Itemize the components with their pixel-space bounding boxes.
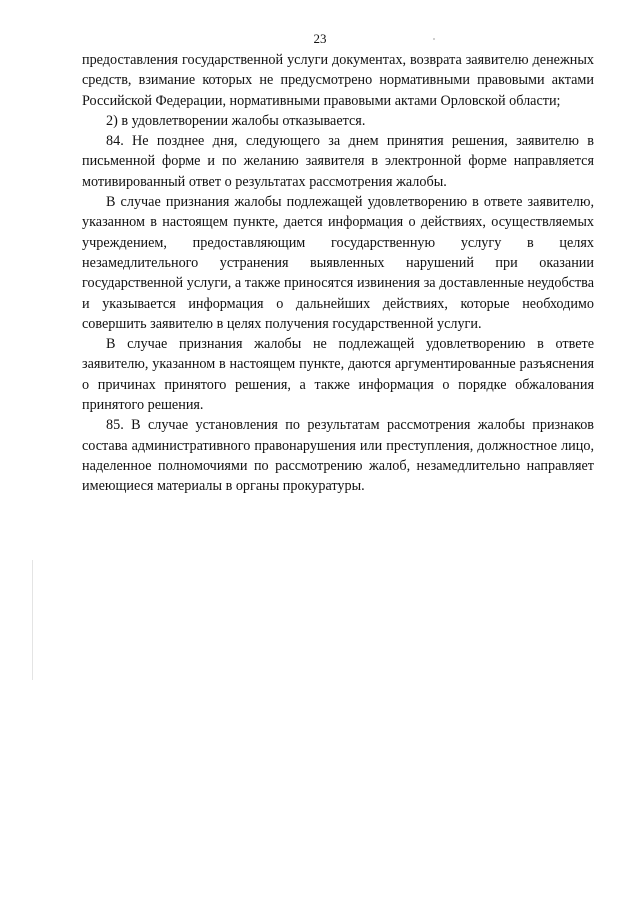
paragraph-complaint-satisfied: В случае признания жалобы подлежащей удовлетворению в ответе заявителю, указанном в настоящем пункте, дается информация о действиях, осуществляемых учреждением, предоставляющим государственную услугу в целях незамедлительного устранения выявленных нарушений при оказании государственной услуги, а также приносятся извинения за доставленные неудобства и указывается информация о дальнейших действиях, которые необходимо совершить заявителю в целях получения государственной услуги. (82, 194, 594, 332)
document-body (82, 50, 594, 497)
paragraph-complaint-rejected: В случае признания жалобы не подлежащей удовлетворению в ответе заявителю, указанном в настоящем пункте, даются аргументированные разъяснения о причинах принятого решения, а также информация о порядке обжалования принятого решения. (82, 336, 594, 414)
paragraph-84: 84. Не позднее дня, следующего за днем принятия решения, заявителю в письменной форме и по желанию заявителя в электронной форме направляется мотивированный ответ о результатах рассмотрения жалобы. (82, 133, 594, 190)
page-number: 23 (313, 31, 327, 46)
scan-edge-mark (32, 560, 33, 680)
paragraph-refusal: 2) в удовлетворении жалобы отказывается. (106, 112, 366, 129)
paragraph-continuation: предоставления государственной услуги документах, возврата заявителю денежных средств, взимание которых не предусмотрено нормативными правовыми актами Российской Федерации, нормативными правовыми актами Орловской области; (82, 52, 594, 109)
paragraph-85: 85. В случае установления по результатам рассмотрения жалобы признаков состава административного правонарушения или преступления, должностное лицо, наделенное полномочиями по рассмотрению жалоб, незамедлительно направляет имеющиеся материалы в органы прокуратуры. (82, 417, 594, 495)
